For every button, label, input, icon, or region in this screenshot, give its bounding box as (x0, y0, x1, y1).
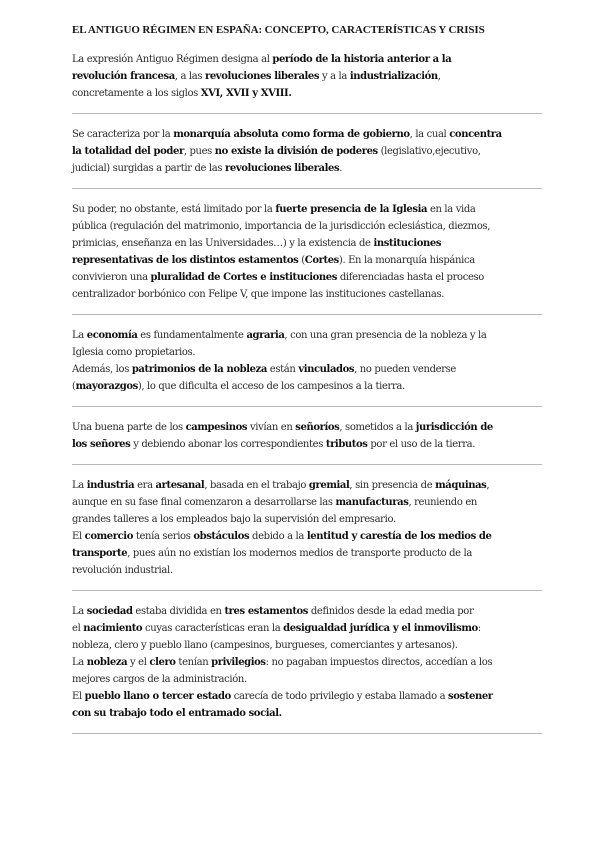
text: (legislativo,ejecutivo, (377, 146, 481, 157)
text: Su poder, no obstante, está limitado por la (72, 204, 276, 215)
text: primicias, enseñanza en las Universidades…) y la existencia de (72, 238, 374, 249)
text: La (72, 657, 87, 668)
text: carecía de todo privilegio y estaba llamado a (230, 691, 449, 702)
text-line (72, 419, 542, 436)
text: están (266, 364, 299, 375)
text-line (72, 688, 542, 705)
text: cuyas características eran la (142, 623, 284, 634)
bold-text: jurisdicción de (415, 422, 493, 433)
section-divider (72, 464, 542, 465)
text-line (72, 143, 542, 160)
bold-text: concentra (449, 129, 502, 140)
section-divider (72, 733, 542, 734)
bold-text: revoluciones liberales (204, 71, 320, 82)
text: , sometidos a la (339, 422, 416, 433)
paragraph-economy (72, 327, 542, 395)
text-line (72, 545, 542, 562)
text-line (72, 603, 542, 620)
text: , pues (183, 146, 215, 157)
bold-text: revolución francesa (72, 71, 175, 82)
text: aunque en su fase final comenzaron a desarrollarse las (72, 497, 336, 508)
bold-text: desigualdad jurídica y el inmovilismo (283, 623, 478, 634)
bold-text: período de la historia anterior a la (272, 54, 452, 65)
bold-text: los señores (72, 439, 131, 450)
paragraph-concept (72, 51, 542, 102)
text: diferenciadas hasta el proceso (336, 272, 484, 283)
text-line (72, 511, 542, 528)
bold-text: industria (86, 480, 135, 491)
text: El (72, 531, 85, 542)
text: , la cual (409, 129, 450, 140)
text: , basada en el trabajo (204, 480, 309, 491)
bold-text: pluralidad de Cortes e instituciones (150, 272, 337, 283)
bold-text: tributos (325, 439, 368, 450)
text: revolución industrial. (72, 565, 173, 576)
bold-text: campesinos (185, 422, 248, 433)
text: La (72, 480, 87, 491)
text: nobleza, clero y pueblo llano (campesinos, burgueses, comerciantes y artesanos). (72, 640, 458, 651)
text-line (72, 620, 542, 637)
text: en la vida (427, 204, 476, 215)
bold-text: sostener (448, 691, 493, 702)
text: , no pueden venderse (354, 364, 456, 375)
text: y debiendo abonar los correspondientes (130, 439, 326, 450)
text-line (72, 201, 542, 218)
text-line (72, 477, 542, 494)
bold-text: gremial (308, 480, 350, 491)
text-line (72, 637, 542, 654)
text: La expresión Antiguo Régimen designa al (72, 54, 273, 65)
text: Además, los (72, 364, 132, 375)
bold-text: nobleza (86, 657, 128, 668)
document-page (72, 24, 542, 746)
bold-text: patrimonios de la nobleza (131, 364, 267, 375)
text: definidos desde la edad media por (308, 606, 474, 617)
document-body (72, 51, 542, 734)
text: pública (regulación del matrimonio, importancia de la jurisdicción eclesiástica, diezmos, (72, 221, 491, 232)
bold-text: fuerte presencia de la Iglesia (275, 204, 428, 215)
text: Una buena parte de los (72, 422, 186, 433)
bold-text: pueblo llano o tercer estado (84, 691, 231, 702)
text: ). En la monarquía hispánica (338, 255, 475, 266)
text: : no pagaban impuestos directos, accedían a los (265, 657, 493, 668)
text: ( (72, 381, 76, 392)
text: , (486, 480, 490, 491)
text: La (72, 606, 87, 617)
text: mejores cargos de la administración. (72, 674, 247, 685)
section-divider (72, 113, 542, 114)
text-line (72, 85, 542, 102)
text-line (72, 51, 542, 68)
text-line (72, 235, 542, 252)
text-line (72, 436, 542, 453)
text-line (72, 327, 542, 344)
text: , reuniendo en (408, 497, 477, 508)
text: El (72, 691, 85, 702)
text: el (72, 623, 84, 634)
text: era (134, 480, 156, 491)
text: vivían en (247, 422, 296, 433)
bold-text: revoluciones liberales (225, 163, 340, 174)
document-title: EL ANTIGUO RÉGIMEN EN ESPAÑA: CONCEPTO, CARACTERÍSTICAS Y CRISIS (72, 24, 485, 36)
text: . (339, 163, 343, 174)
text-line (72, 378, 542, 395)
text: convivieron una (72, 272, 151, 283)
bold-text: transporte (72, 548, 128, 559)
section-divider (72, 188, 542, 189)
bold-text: no existe la división de poderes (214, 146, 378, 157)
text: , pues aún no existían los modernos medios de transporte producto de la (127, 548, 473, 559)
text: y a la (319, 71, 350, 82)
bold-text: manufacturas (335, 497, 409, 508)
text-line (72, 654, 542, 671)
bold-text: artesanal (155, 480, 205, 491)
text-line (72, 68, 542, 85)
bold-text: tres estamentos (224, 606, 309, 617)
text: tenía serios (132, 531, 194, 542)
bold-text: lentitud y carestía de los medios de (306, 531, 492, 542)
paragraph-society (72, 603, 542, 722)
text: es fundamentalmente (137, 330, 247, 341)
text-line (72, 286, 542, 303)
bold-text: obstáculos (193, 531, 250, 542)
text: ), lo que dificulta el acceso de los campesinos a la tierra. (137, 381, 405, 392)
bold-text: comercio (84, 531, 133, 542)
bold-text: economía (86, 330, 138, 341)
bold-text: instituciones (373, 238, 442, 249)
text: judicial) surgidas a partir de las (72, 163, 225, 174)
text-line (72, 528, 542, 545)
bold-text: privilegios (211, 657, 266, 668)
bold-text: representativas de los distintos estamentos (72, 255, 299, 266)
text: : (477, 623, 481, 634)
text-line (72, 160, 542, 177)
text-line (72, 705, 542, 722)
bold-text: vinculados (298, 364, 355, 375)
text-line (72, 361, 542, 378)
paragraph-monarchy (72, 126, 542, 177)
bold-text: con su trabajo todo el entramado social. (72, 708, 282, 719)
section-divider (72, 406, 542, 407)
paragraph-industry (72, 477, 542, 579)
paragraph-peasants (72, 419, 542, 453)
text: La (72, 330, 87, 341)
text: debido a la (249, 531, 307, 542)
bold-text: la totalidad del poder (72, 146, 184, 157)
section-divider (72, 314, 542, 315)
text: centralizador borbónico con Felipe V, que impone las instituciones castellanas. (72, 289, 445, 300)
text: concretamente a los siglos (72, 88, 201, 99)
bold-text: mayorazgos (75, 381, 138, 392)
bold-text: monarquía absoluta como forma de gobierno (173, 129, 410, 140)
text: y el (127, 657, 150, 668)
text: , sin presencia de (349, 480, 436, 491)
bold-text: señoríos (295, 422, 340, 433)
text-line (72, 494, 542, 511)
bold-text: XVI, XVII y XVIII. (200, 88, 292, 99)
text: , (437, 71, 441, 82)
text: tenían (175, 657, 212, 668)
text-line (72, 252, 542, 269)
bold-text: nacimiento (83, 623, 143, 634)
bold-text: Cortes (304, 255, 339, 266)
bold-text: industrialización (349, 71, 438, 82)
bold-text: máquinas (435, 480, 487, 491)
bold-text: agraria (246, 330, 285, 341)
text: estaba dividida en (132, 606, 225, 617)
text: , con una gran presencia de la nobleza y la (284, 330, 487, 341)
text-line (72, 218, 542, 235)
text-line (72, 344, 542, 361)
text: grandes talleres a los empleados bajo la supervisión del empresario. (72, 514, 396, 525)
text-line (72, 562, 542, 579)
text-line (72, 126, 542, 143)
text-line (72, 269, 542, 286)
text: por el uso de la tierra. (367, 439, 476, 450)
bold-text: clero (149, 657, 176, 668)
text-line (72, 671, 542, 688)
text: , a las (174, 71, 205, 82)
section-divider (72, 590, 542, 591)
text: Iglesia como propietarios. (72, 347, 196, 358)
paragraph-church (72, 201, 542, 303)
bold-text: sociedad (86, 606, 133, 617)
text: Se caracteriza por la (72, 129, 174, 140)
text: ( (298, 255, 305, 266)
